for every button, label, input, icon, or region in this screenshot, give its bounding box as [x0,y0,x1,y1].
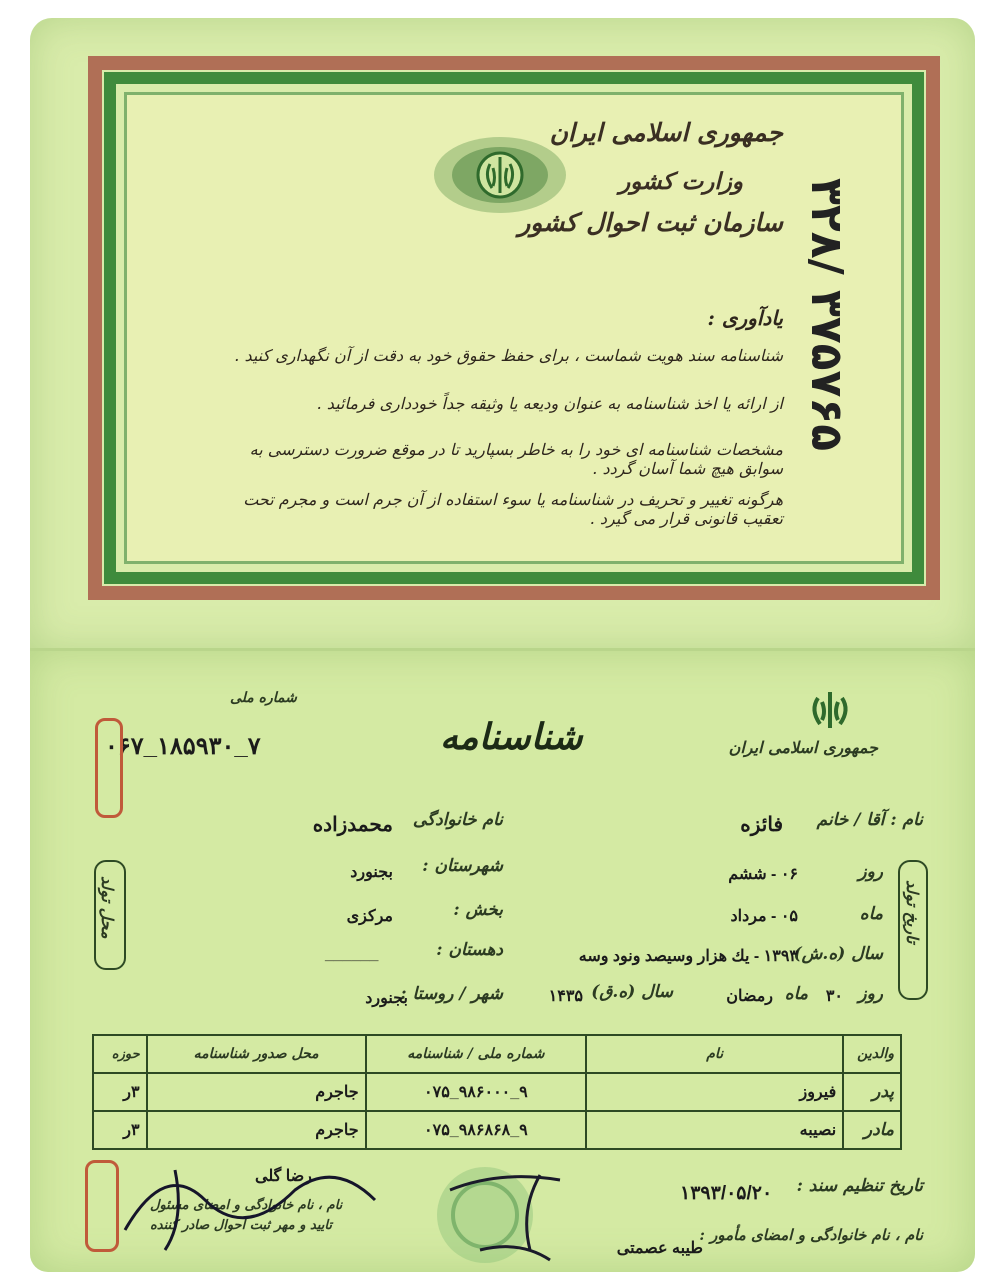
notice-line-4: هرگونه تغییر و تحریف در شناسنامه یا سوء استفاده از آن جرم است و مجرم تحت تعقیب قانونی قرار می گیرد . [243,490,783,528]
mother-role: مادر [843,1111,901,1149]
mother-place: جاجرم [147,1111,366,1149]
notice-line-2: از ارائه یا اخذ شناسنامه به عنوان ودیعه یا وثیقه جداً خودداری فرمائید . [316,394,783,413]
header-role: والدین [843,1035,901,1073]
birth-village: ______ [325,946,379,963]
notice-title: یادآوری : [707,306,783,330]
page-fold [30,648,975,651]
serial-number [800,178,860,508]
birth-place-section-label: محل تولد [98,876,117,939]
family-name: محمدزاده [312,814,393,836]
father-id: ۰۷۵_۹۸۶۰۰۰_۹ [366,1073,587,1111]
birth-day: ۰۶ - ششم [728,866,798,883]
officer-signature-icon [420,1150,580,1270]
responsible-name: رضا گلی [255,1168,312,1185]
parents-table [92,1034,902,1150]
national-id-label: شماره ملی [230,690,297,706]
name-label: نام : آقا / خانم [816,810,923,830]
parents-table-header [93,1035,901,1073]
lunar-month-label: ماه [784,984,808,1004]
district-label: بخش : [453,900,503,920]
notice-line-3: مشخصات شناسنامه ای خود را به خاطر بسپارید تا در موقع ضرورت دسترسی به سوابق هیچ شما آسان گردد . [249,440,783,478]
birth-date-section-label: تاریخ تولد [903,880,922,944]
lunar-day: ۳۰ [825,988,843,1005]
officer-label: نام ، نام خانوادگی و امضای مأمور : [699,1226,923,1244]
responsible-label-2: تایید و مهر ثبت احوال صادر کننده [150,1218,332,1233]
day-label: روز [858,862,883,882]
issue-date: ۱۳۹۳/۰۵/۲۰ [680,1183,773,1204]
emblem-caption: جمهوری اسلامی ایران [728,738,878,757]
birth-district: مرکزی [346,908,393,925]
father-role: پدر [843,1073,901,1111]
iran-emblem-small-icon [800,688,860,732]
mother-name: نصیبه [586,1111,843,1149]
birth-month: ۰۵ - مرداد [730,908,798,925]
header-name: نام [586,1035,843,1073]
lunar-year-label: سال (ه.ق) [591,982,673,1002]
father-name: فیروز [586,1073,843,1111]
header-zone: حوزه [93,1035,147,1073]
header-place: محل صدور شناسنامه [147,1035,366,1073]
table-row [93,1073,901,1111]
year-label: سال (ه.ش) [793,944,883,964]
responsible-label: نام ، نام خانوادگی و امضای مسئول [150,1198,343,1213]
town-label: شهر / روستا : [400,984,503,1004]
responsible-signature-icon [105,1140,395,1260]
city-label: شهرستان : [422,856,503,876]
header-country: جمهوری اسلامی ایران [549,118,783,147]
birth-year: ۱۳۹۳ - یك هزار وسیصد ونود وسه [578,948,798,965]
header-organization: سازمان ثبت احوال کشور [518,208,783,237]
mother-id: ۰۷۵_۹۸۶۸۶۸_۹ [366,1111,587,1149]
notice-line-1: شناسنامه سند هویت شماست ، برای حفظ حقوق خود به دقت از آن نگهداری کنید . [234,346,783,365]
first-name: فائزه [740,814,783,836]
issue-date-label: تاریخ تنظیم سند : [796,1176,923,1196]
header-id: شماره ملی / شناسنامه [366,1035,587,1073]
national-id: ۰۶۷_۱۸۵۹۳۰_۷ [105,733,261,760]
father-zone: ۳ر [93,1073,147,1111]
father-place: جاجرم [147,1073,366,1111]
family-name-label: نام خانوادگی [412,810,503,830]
card-title: شناسنامه [440,716,583,758]
lunar-day-label: روز [858,984,883,1004]
mother-zone: ۳ر [93,1111,147,1149]
officer-name: طیبه عصمتی [616,1240,703,1257]
birth-city: بجنورد [350,864,393,881]
month-label: ماه [859,904,883,924]
ornament-stamp-top [95,718,123,818]
birth-town: بجنورد [365,990,408,1007]
serial-number-text: ۳۲۸/ ۳۷۵۷۶۵ [801,178,852,452]
lunar-year: ۱۴۳۵ [548,988,583,1005]
header-ministry: وزارت کشور [619,168,743,195]
village-label: دهستان : [436,940,503,960]
lunar-month: رمضان [726,988,773,1005]
